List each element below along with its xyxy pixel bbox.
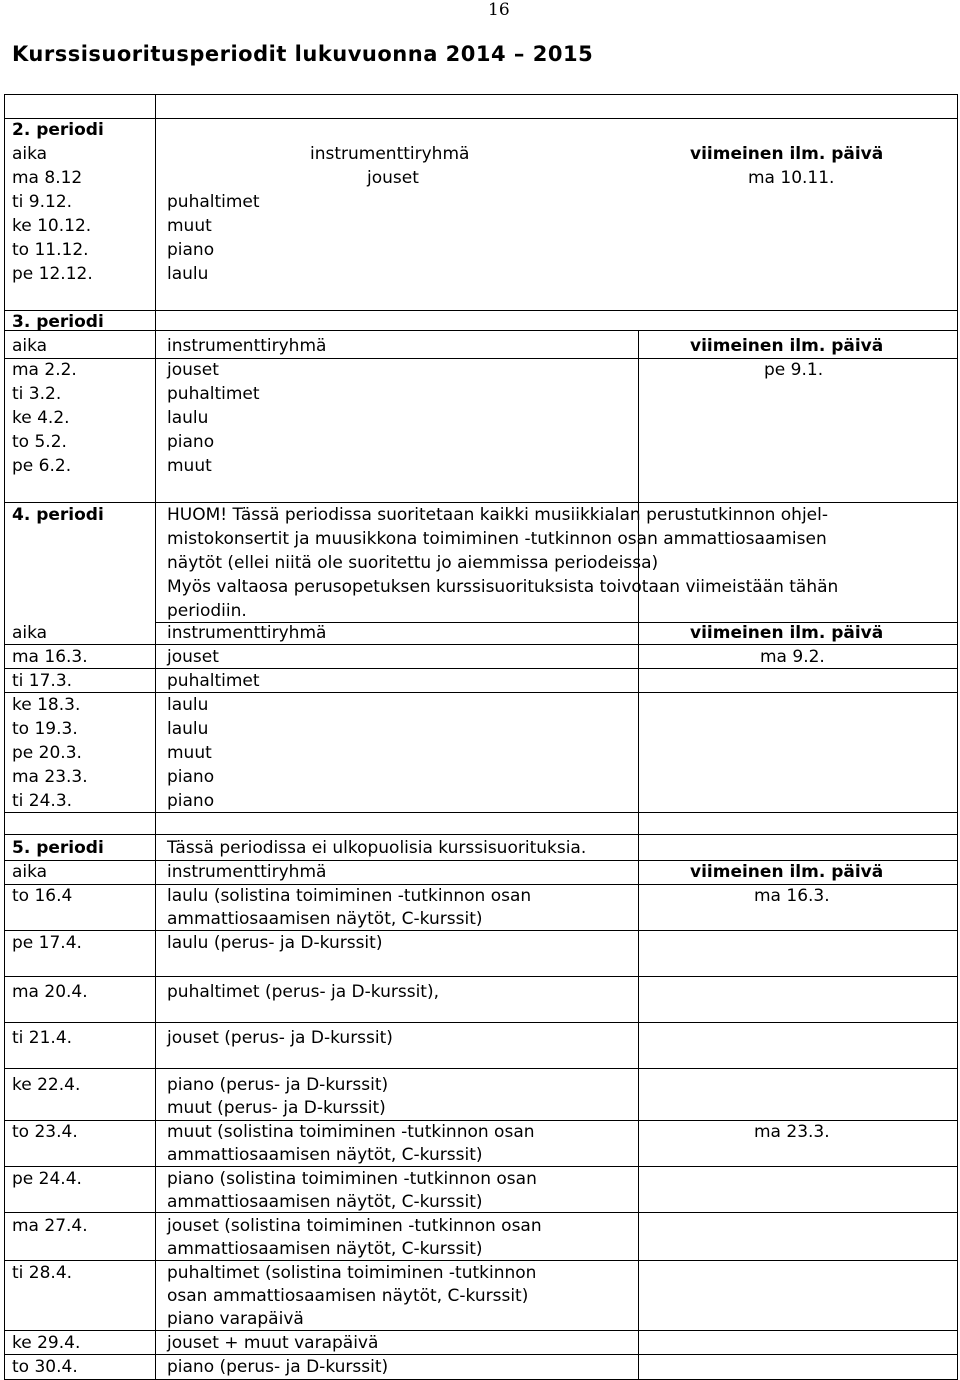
table-border-right (957, 94, 958, 1380)
header-deadline: viimeinen ilm. päivä (690, 862, 884, 882)
row-group: piano (perus- ja D-kurssit) (167, 1357, 389, 1377)
row-group: muut (solistina toimiminen -tutkinnon osan (167, 1122, 535, 1142)
row-group: piano (167, 791, 215, 811)
header-instrument: instrumenttiryhmä (167, 336, 327, 356)
row-group: puhaltimet (solistina toimiminen -tutkinnon (167, 1263, 537, 1283)
row-date: ke 10.12. (12, 216, 92, 236)
period-5-note: Tässä periodissa ei ulkopuolisia kurssisuorituksia. (167, 838, 587, 858)
row-line (4, 834, 958, 835)
row-deadline: ma 16.3. (754, 886, 830, 906)
header-deadline: viimeinen ilm. päivä (690, 623, 884, 643)
row-line (4, 692, 958, 693)
period-4-note-line: periodiin. (167, 601, 247, 621)
row-line (4, 1330, 958, 1331)
row-group-cont: osan ammattiosaamisen näytöt, C-kurssit) (167, 1286, 529, 1306)
header-instrument: instrumenttiryhmä (167, 862, 327, 882)
row-date: pe 6.2. (12, 456, 72, 476)
row-group: laulu (solistina toimiminen -tutkinnon osan (167, 886, 532, 906)
period-4-note-line: Myös valtaosa perusopetuksen kurssisuorituksista toivotaan viimeistään tähän (167, 577, 839, 597)
header-date: aika (12, 336, 48, 356)
row-date: to 23.4. (12, 1122, 78, 1142)
header-date: aika (12, 623, 48, 643)
header-date: aika (12, 862, 48, 882)
table-border-left (4, 94, 5, 1380)
row-group: jouset (167, 360, 219, 380)
row-date: to 5.2. (12, 432, 67, 452)
header-deadline: viimeinen ilm. päivä (690, 336, 884, 356)
row-date: pe 20.3. (12, 743, 82, 763)
row-date: to 30.4. (12, 1357, 78, 1377)
row-line (4, 1354, 958, 1355)
row-group: puhaltimet (167, 671, 260, 691)
header-instrument: instrumenttiryhmä (167, 623, 327, 643)
row-group: puhaltimet (167, 384, 260, 404)
row-date: to 19.3. (12, 719, 78, 739)
row-date: to 16.4 (12, 886, 73, 906)
row-group-cont: piano varapäivä (167, 1309, 304, 1329)
row-group: laulu (167, 408, 209, 428)
row-line (4, 1068, 958, 1069)
header-instrument: instrumenttiryhmä (310, 144, 470, 164)
row-group: laulu (perus- ja D-kurssit) (167, 933, 383, 953)
row-date: ma 23.3. (12, 767, 88, 787)
row-date: pe 24.4. (12, 1169, 82, 1189)
row-group: laulu (167, 695, 209, 715)
column-divider-1 (155, 94, 156, 1380)
period-4-note-line: näytöt (ellei niitä ole suoritettu jo aiemmissa periodeissa) (167, 553, 659, 573)
row-date: ti 3.2. (12, 384, 62, 404)
row-group-cont: ammattiosaamisen näytöt, C-kurssit) (167, 1239, 483, 1259)
row-line (4, 812, 958, 813)
row-group: muut (167, 743, 212, 763)
row-line (4, 1022, 958, 1023)
row-date: ma 8.12 (12, 168, 83, 188)
row-deadline: ma 10.11. (748, 168, 835, 188)
row-group: muut (167, 456, 212, 476)
row-deadline: ma 9.2. (760, 647, 825, 667)
row-group: jouset + muut varapäivä (167, 1333, 379, 1353)
row-date: ti 21.4. (12, 1028, 73, 1048)
row-group-cont: ammattiosaamisen näytöt, C-kurssit) (167, 1192, 483, 1212)
header-deadline: viimeinen ilm. päivä (690, 144, 884, 164)
row-deadline: pe 9.1. (764, 360, 824, 380)
row-date: ti 17.3. (12, 671, 73, 691)
row-group: muut (167, 216, 212, 236)
row-date: pe 12.12. (12, 264, 93, 284)
page-number: 16 (488, 0, 510, 20)
row-date: ke 29.4. (12, 1333, 81, 1353)
period-4-note-line: mistokonsertit ja muusikkona toimiminen -tutkinnon osan ammattiosaamisen (167, 529, 827, 549)
row-line (4, 118, 958, 119)
row-group-cont: ammattiosaamisen näytöt, C-kurssit) (167, 909, 483, 929)
row-group-cont: muut (perus- ja D-kurssit) (167, 1098, 386, 1118)
row-group: jouset (367, 168, 419, 188)
row-group: piano (167, 240, 215, 260)
period-4-note-line: HUOM! Tässä periodissa suoritetaan kaikki musiikkialan perustutkinnon ohjel- (167, 505, 828, 525)
row-date: pe 17.4. (12, 933, 82, 953)
row-group: puhaltimet (perus- ja D-kurssit), (167, 982, 439, 1002)
row-group: jouset (solistina toimiminen -tutkinnon osan (167, 1216, 542, 1236)
row-line (4, 310, 958, 311)
row-date: ke 4.2. (12, 408, 70, 428)
row-date: ma 20.4. (12, 982, 88, 1002)
row-group: piano (solistina toimiminen -tutkinnon osan (167, 1169, 537, 1189)
row-group: laulu (167, 264, 209, 284)
period-5-label: 5. periodi (12, 838, 104, 858)
row-date: ti 9.12. (12, 192, 73, 212)
row-line (4, 976, 958, 977)
row-deadline: ma 23.3. (754, 1122, 830, 1142)
row-date: to 11.12. (12, 240, 89, 260)
table-border-top (4, 94, 958, 95)
period-3-label: 3. periodi (12, 312, 104, 332)
row-group: piano (167, 767, 215, 787)
row-date: ma 16.3. (12, 647, 88, 667)
row-date: ti 24.3. (12, 791, 73, 811)
period-4-label: 4. periodi (12, 505, 104, 525)
row-group: laulu (167, 719, 209, 739)
header-date: aika (12, 144, 48, 164)
column-divider-2 (638, 330, 639, 1380)
page-title: Kurssisuoritusperiodit lukuvuonna 2014 – 2015 (12, 42, 594, 66)
row-group: puhaltimet (167, 192, 260, 212)
row-date: ke 18.3. (12, 695, 81, 715)
row-date: ma 27.4. (12, 1216, 88, 1236)
row-date: ke 22.4. (12, 1075, 81, 1095)
period-2-label: 2. periodi (12, 120, 104, 140)
row-group: piano (167, 432, 215, 452)
row-date: ti 28.4. (12, 1263, 73, 1283)
row-group: piano (perus- ja D-kurssit) (167, 1075, 389, 1095)
row-date: ma 2.2. (12, 360, 77, 380)
row-group: jouset (167, 647, 219, 667)
row-line (4, 330, 958, 331)
row-group: jouset (perus- ja D-kurssit) (167, 1028, 393, 1048)
row-group-cont: ammattiosaamisen näytöt, C-kurssit) (167, 1145, 483, 1165)
